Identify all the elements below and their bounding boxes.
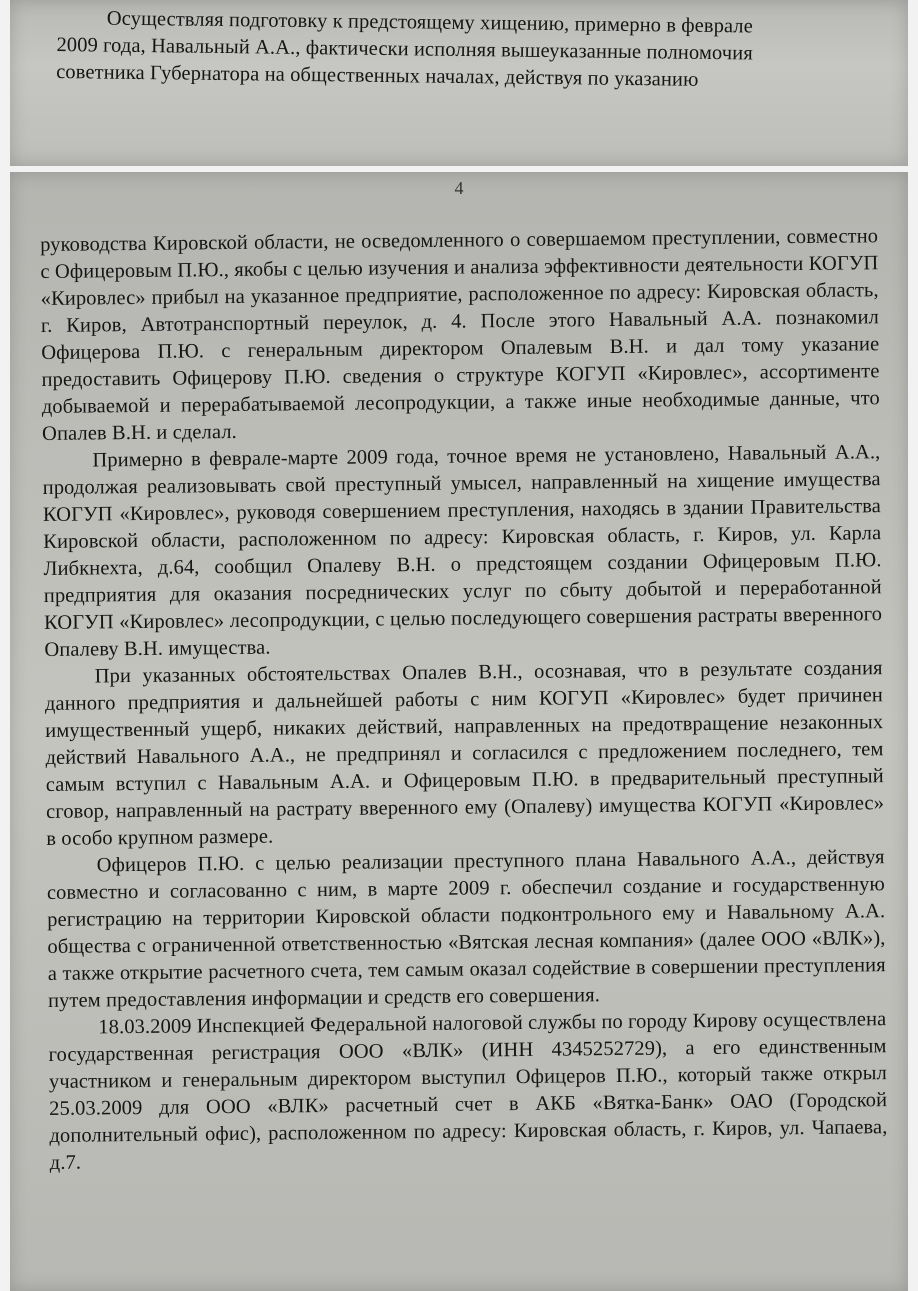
paragraph-4: Офицеров П.Ю. с целью реализации преступного плана Навального А.А., действуя совместно и согласованно с ним, в марте 2009 г. обеспечил создание и государственную регистрацию на территории Кировской области подконтрольного ему и Навальному А.А. общества с ограниченной ответственностью «Вятская лесная компания» (далее ООО «ВЛК»), а также открытие расчетного счета, тем самым оказал содействие в совершении преступления путем предоставления информации и средств его совершения. [46,846,886,1012]
top-line-3: советника Губернатора на общественных началах, действуя по указанию [56,60,699,91]
top-line-2: 2009 года, Навальный А.А., фактически исполняя вышеуказанные полномочия [56,33,753,65]
main-page [10,172,908,1291]
main-page-text [40,223,888,1177]
paragraph-3: При указанных обстоятельствах Опалев В.Н., осознавая, что в результате создания данного предприятия и дальнейшей работы с ним КОГУП «Кировлес» будет причинен имущественный ущерб, никаких действий, направленных на предотвращение незаконных действий Навального А.А., не предпринял и согласился с предложением последнего, тем самым вступил с Навальным А.А. и Офицеровым П.Ю. в предварительный преступный сговор, направленный на растрату вверенного ему (Опалеву) имущества КОГУП «Кировлес» в особо крупном размере. [44,657,885,850]
top-fragment-text [56,5,878,96]
paragraph-1: руководства Кировской области, не осведомленного о совершаемом преступлении, совместно с Офицеровым П.Ю., якобы с целью изучения и анализа эффективности деятельности КОГУП «Кировлес» прибыл на указанное предприятие, расположенное по адресу: Кировская область, г. Киров, Автотранспортный переулок, д. 4. После этого Навальный А.А. познакомил Офицерова П.Ю. с генеральным директором Опалевым В.Н. и дал тому указание предоставить Офицерову П.Ю. сведения о структуре КОГУП «Кировлес», ассортименте добываемой и перерабатываемой лесопродукции, а также иные необходимые данные, что Опалев В.Н. и сделал. [40,225,880,445]
paragraph-2: Примерно в феврале-марте 2009 года, точное время не установлено, Навальный А.А., продолжая реализовывать свой преступный умысел, направленный на хищение имущества КОГУП «Кировлес», руководя совершением преступления, находясь в здании Правительства Кировской области, расположенном по адресу: Кировская область, г. Киров, ул. Карла Либкнехта, д.64, сообщил Опалеву В.Н. о предстоящем создании Офицеровым П.Ю. предприятия для оказания посреднических услуг по сбыту добытой и переработанной КОГУП «Кировлес» лесопродукции, с целью последующего совершения растраты вверенного Опалеву В.Н. имущества. [42,441,883,661]
top-line-1: Осуществляя подготовку к предстоящему хищению, примерно в феврале [106,7,754,38]
top-page-fragment [10,0,908,166]
paragraph-5: 18.03.2009 Инспекцией Федеральной налоговой службы по городу Кирову осуществлена государственная регистрация ООО «ВЛК» (ИНН 4345252729), а его единственным участником и генеральным директором выступил Офицеров П.Ю., который также открыл 25.03.2009 для ООО «ВЛК» расчетный счет в АКБ «Вятка-Банк» ОАО (Городской дополнительный офис), расположенном по адресу: Кировская область, г. Киров, ул. Чапаева, д.7. [48,1008,888,1174]
page-number: 4 [454,178,464,198]
